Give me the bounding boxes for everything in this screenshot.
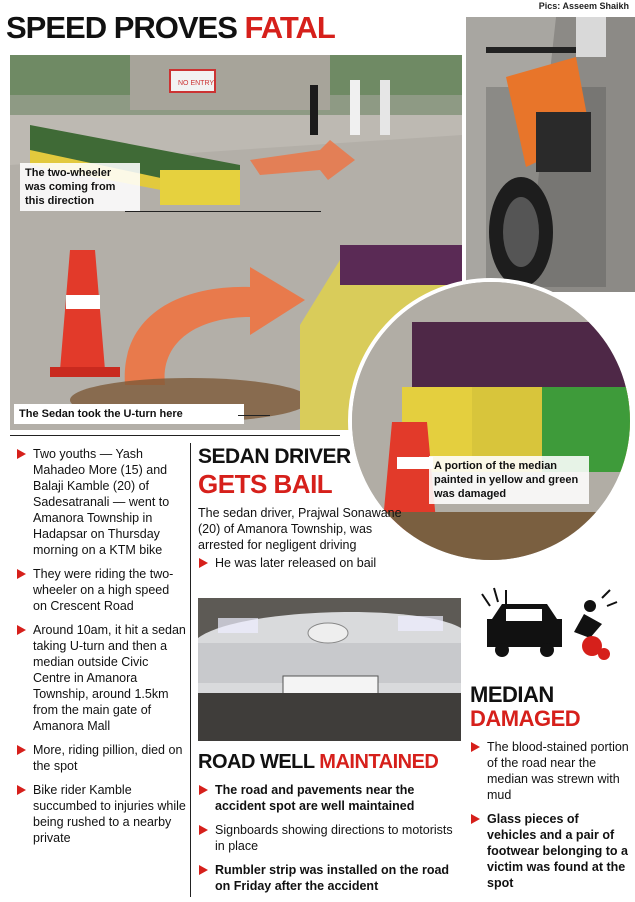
pointer-line-two-wheeler xyxy=(125,211,321,212)
median-title-line2: DAMAGED xyxy=(470,706,581,731)
section-divider-top xyxy=(10,435,340,436)
road-title-part1: ROAD WELL xyxy=(198,751,320,773)
median-section xyxy=(470,683,630,899)
bike-photo xyxy=(466,17,635,292)
left-bullet-1: Two youths — Yash Mahadeo More (15) and Balaji Kamble (20) of Sadesatranali — went to Amanora Township in Hadapsar on Thursday morning on a KTM bike xyxy=(16,446,186,558)
sedan-title-line1: SEDAN DRIVER xyxy=(198,445,351,468)
road-bullet-3: Rumbler strip was installed on the road on Friday after the accident xyxy=(198,862,460,894)
signboard: NO ENTRY xyxy=(178,80,215,87)
column-divider xyxy=(190,443,191,897)
headline-part1: SPEED PROVES xyxy=(6,10,245,45)
left-bullet-3: Around 10am, it hit a sedan taking U-turn and then a median outside Civic Centre in Amanora Township, around 1.5km from the main gate of Amanora Mall xyxy=(16,622,186,734)
pointer-line-sedan xyxy=(238,415,270,416)
median-caption: A portion of the median painted in yellow and green was damaged xyxy=(429,456,589,504)
road-section xyxy=(198,750,460,902)
road-title-part2: MAINTAINED xyxy=(319,751,439,773)
median-bullet-2: Glass pieces of vehicles and a pair of footwear belonging to a victim was found at the spot xyxy=(470,811,630,891)
left-bullet-4: More, riding pillion, died on the spot xyxy=(16,742,186,774)
median-title-line1: MEDIAN xyxy=(470,682,554,707)
sedan-section xyxy=(198,445,433,579)
crash-illustration-icon xyxy=(472,584,622,674)
photo-credit: Pics: Asseem Shaikh xyxy=(538,1,629,11)
two-wheeler-caption: The two-wheeler was coming from this direction xyxy=(20,163,140,211)
headline xyxy=(6,6,335,50)
road-bullet-1: The road and pavements near the accident spot are well maintained xyxy=(198,782,460,814)
sedan-caption: The Sedan took the U-turn here xyxy=(14,404,244,424)
left-bullets xyxy=(16,446,186,854)
sedan-bullet: He was later released on bail xyxy=(198,555,433,571)
car-photo xyxy=(198,598,461,741)
sedan-title-line2: GETS BAIL xyxy=(198,469,333,499)
road-title xyxy=(198,750,460,774)
road-bullet-2: Signboards showing directions to motorists in place xyxy=(198,822,460,854)
left-bullet-2: They were riding the two-wheeler on a high speed on Crescent Road xyxy=(16,566,186,614)
left-bullet-5: Bike rider Kamble succumbed to injuries while being rushed to a nearby private xyxy=(16,782,186,846)
headline-part2: FATAL xyxy=(244,10,335,45)
sedan-intro: The sedan driver, Prajwal Sonawane (20) of Amanora Township, was arrested for negligent driving xyxy=(198,506,402,552)
median-bullet-1: The blood-stained portion of the road near the median was strewn with mud xyxy=(470,739,630,803)
